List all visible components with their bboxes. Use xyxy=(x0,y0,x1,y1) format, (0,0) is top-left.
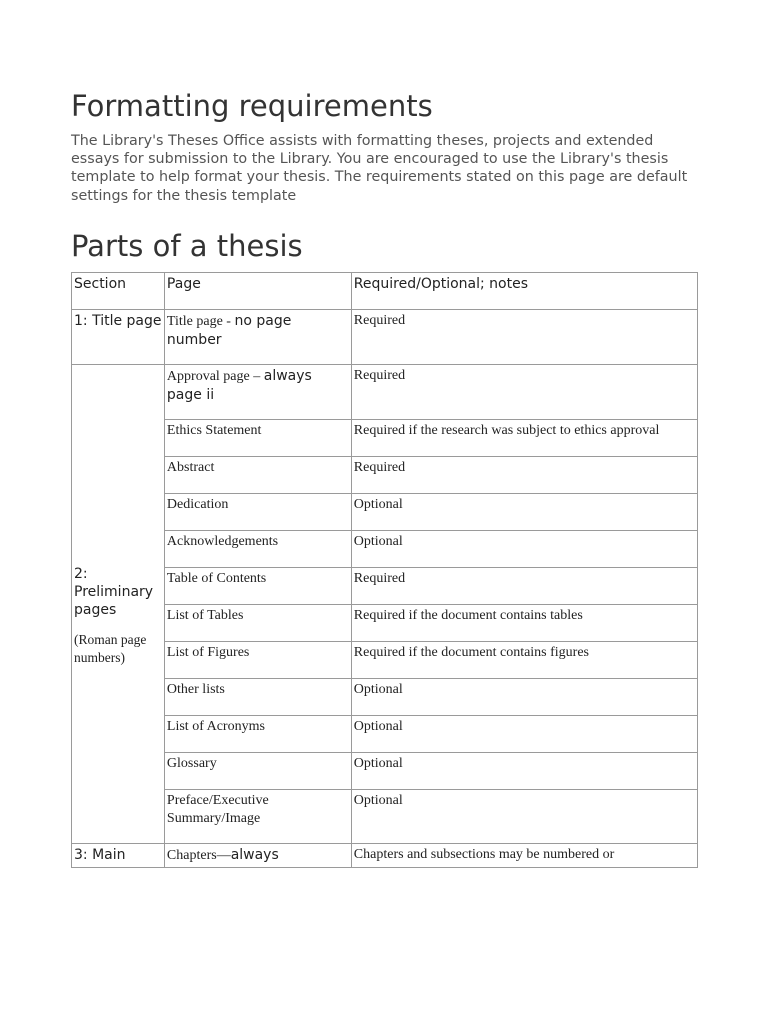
table-row xyxy=(72,365,698,420)
note-cell: Required xyxy=(351,457,697,494)
page-cell: Acknowledgements xyxy=(164,531,351,568)
page-cell: Table of Contents xyxy=(164,568,351,605)
page-cell: Preface/Executive Summary/Image xyxy=(164,790,351,844)
table-row xyxy=(72,753,698,790)
page-cell-sans: always page ii xyxy=(166,368,312,403)
table-row xyxy=(72,420,698,457)
table-row xyxy=(72,568,698,605)
page-cell: List of Acronyms xyxy=(164,716,351,753)
table-row xyxy=(72,790,698,844)
page-cell-sans: no page number xyxy=(166,313,292,348)
page-cell: Ethics Statement xyxy=(164,420,351,457)
page-cell: Abstract xyxy=(164,457,351,494)
table-row xyxy=(72,679,698,716)
table-row xyxy=(72,310,698,365)
note-cell: Required if the document contains tables xyxy=(351,605,697,642)
note-cell: Optional xyxy=(351,494,697,531)
note-cell: Required xyxy=(351,310,697,365)
header-notes: Required/Optional; notes xyxy=(351,273,697,310)
page-cell-serif: Approval page – xyxy=(166,369,264,384)
note-cell: Optional xyxy=(351,753,697,790)
section-title: Parts of a thesis xyxy=(71,229,303,263)
note-cell: Required if the research was subject to ethics approval xyxy=(351,420,697,457)
page-cell-sans: always xyxy=(230,847,279,863)
page-cell: Other lists xyxy=(164,679,351,716)
header-section: Section xyxy=(72,273,165,310)
table-row xyxy=(72,605,698,642)
prelim-section-note: (Roman page numbers) xyxy=(74,632,147,665)
note-cell: Optional xyxy=(351,531,697,568)
intro-paragraph: The Library's Theses Office assists with formatting theses, projects and extended essays for submission to the Library. You are encouraged to use the Library's thesis template to help format your thesis. The requirements stated on this page are default settings for the thesis template xyxy=(71,133,688,204)
table-row xyxy=(72,494,698,531)
note-cell: Required xyxy=(351,365,697,420)
note-cell: Required xyxy=(351,568,697,605)
table-row xyxy=(72,457,698,494)
page-cell xyxy=(164,310,351,365)
table-row xyxy=(72,531,698,568)
prelim-section-label: 2: Preliminary pages xyxy=(74,566,154,618)
note-cell: Optional xyxy=(351,790,697,844)
table-row xyxy=(72,844,698,868)
page-cell: Dedication xyxy=(164,494,351,531)
section-cell: 3: Main xyxy=(72,844,165,868)
page-cell xyxy=(164,844,351,868)
page-cell: List of Tables xyxy=(164,605,351,642)
page-cell: Glossary xyxy=(164,753,351,790)
page-cell-serif: Chapters— xyxy=(166,848,231,863)
section-cell-prelim xyxy=(72,365,165,844)
note-cell: Optional xyxy=(351,716,697,753)
section-cell: 1: Title page xyxy=(72,310,165,365)
thesis-parts-table xyxy=(71,272,698,868)
table-row xyxy=(72,716,698,753)
page-title: Formatting requirements xyxy=(71,89,433,123)
page-cell-serif: Title page - xyxy=(166,314,235,329)
table-row xyxy=(72,642,698,679)
table-header-row xyxy=(72,273,698,310)
page-cell: List of Figures xyxy=(164,642,351,679)
note-cell: Chapters and subsections may be numbered or xyxy=(351,844,697,868)
note-cell: Required if the document contains figures xyxy=(351,642,697,679)
page-cell xyxy=(164,365,351,420)
note-cell: Optional xyxy=(351,679,697,716)
header-page: Page xyxy=(164,273,351,310)
